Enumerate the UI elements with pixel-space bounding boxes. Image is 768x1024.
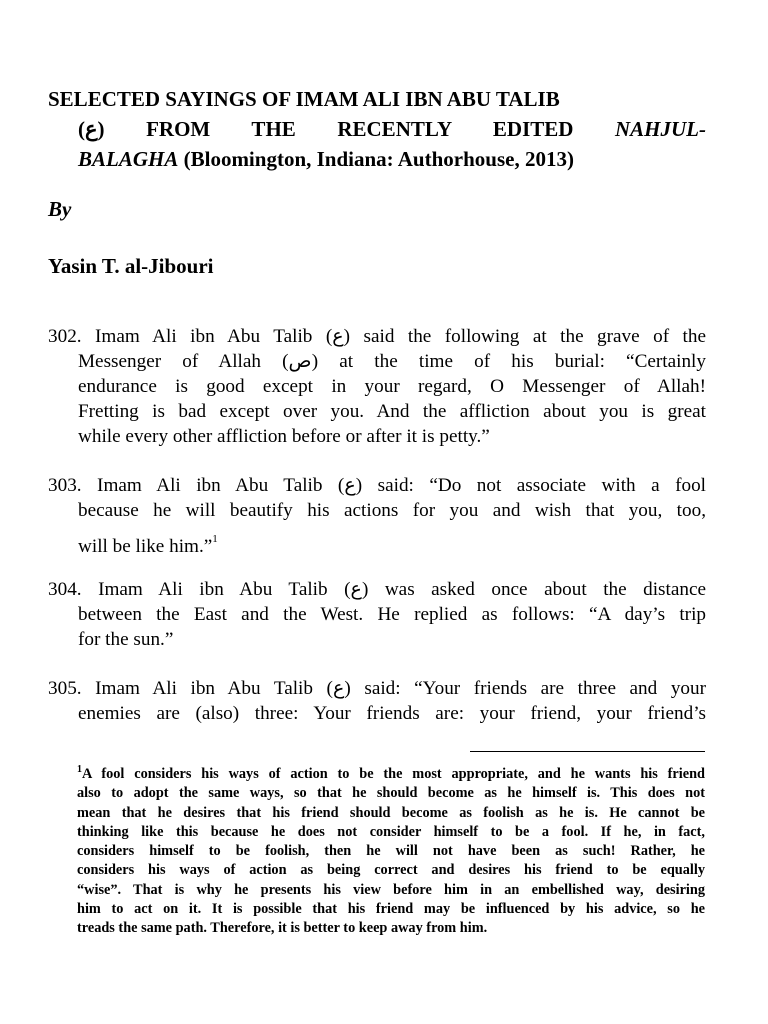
footnote-mark: 1 [77,764,82,775]
saying-line: Fretting is bad except over you. And the affliction about you is great [78,401,706,422]
saying-302 [48,324,706,449]
document-title [48,84,706,174]
saying-304 [48,577,706,652]
footnote-line: him to act on it. It is possible that his friend may be influenced by his advice, so he [77,901,705,918]
title-publication: (Bloomington, Indiana: Authorhouse, 2013) [178,147,574,171]
saying-305 [48,676,706,726]
footnote-text: A fool considers his ways of action to be the most appropriate, and he wants his friend [82,766,705,782]
title-line-2 [48,114,706,144]
footnote-line: thinking like this because he does not consider himself to be a fool. If he, in fact, [77,823,705,840]
title-line-1: SELECTED SAYINGS OF IMAM ALI IBN ABU TALIB [48,87,560,111]
saying-line: endurance is good except in your regard, O Messenger of Allah! [78,376,706,397]
saying-line: because he will beautify his actions for you and wish that you, too, [78,500,706,521]
saying-line: for the sun.” [78,629,174,650]
title-balagha: BALAGHA [78,147,179,171]
title-line-3 [48,144,706,174]
footnote-line [77,760,705,784]
saying-line: 305. Imam Ali ibn Abu Talib (ع) said: “Your friends are three and your [48,678,706,699]
footnote-reference[interactable]: 1 [212,533,218,545]
saying-line: Messenger of Allah (ص) at the time of his burial: “Certainly [78,351,706,372]
saying-line: between the East and the West. He replied as follows: “A day’s trip [78,604,706,625]
saying-line: 304. Imam Ali ibn Abu Talib (ع) was asked once about the distance [48,579,706,600]
saying-line: 302. Imam Ali ibn Abu Talib (ع) said the following at the grave of the [48,326,706,347]
saying-line: while every other affliction before or after it is petty.” [78,426,490,447]
footnote-line: mean that he desires that his friend should become as foolish as he is. He cannot be [77,804,705,821]
footnote-line: considers his ways of action as being correct and desires his friend to be equally [77,862,705,879]
saying-303 [48,473,706,559]
footnote-line: considers himself to be foolish, then he will not have been as such! Rather, he [77,843,705,860]
saying-line: will be like him.” [78,536,213,557]
author-name: Yasin T. al-Jibouri [48,254,214,278]
saying-line: enemies are (also) three: Your friends are: your friend, your friend’s [78,703,706,724]
by-label: By [48,197,72,221]
saying-line-with-note [48,527,706,559]
footnote [77,760,705,939]
footnote-line: treads the same path. Therefore, it is better to keep away from him. [77,920,488,937]
title-line-2-text: (ع) FROM THE RECENTLY EDITED [78,117,615,141]
footnote-separator [470,751,705,752]
title-nahjul: NAHJUL- [615,117,706,141]
saying-line: 303. Imam Ali ibn Abu Talib (ع) said: “Do not associate with a fool [48,475,706,496]
footnote-line: “wise”. That is why he presents his view before him in an embellished way, desiring [77,881,705,898]
footnote-line: also to adopt the same ways, so that he should become as he himself is. This does not [77,785,705,802]
